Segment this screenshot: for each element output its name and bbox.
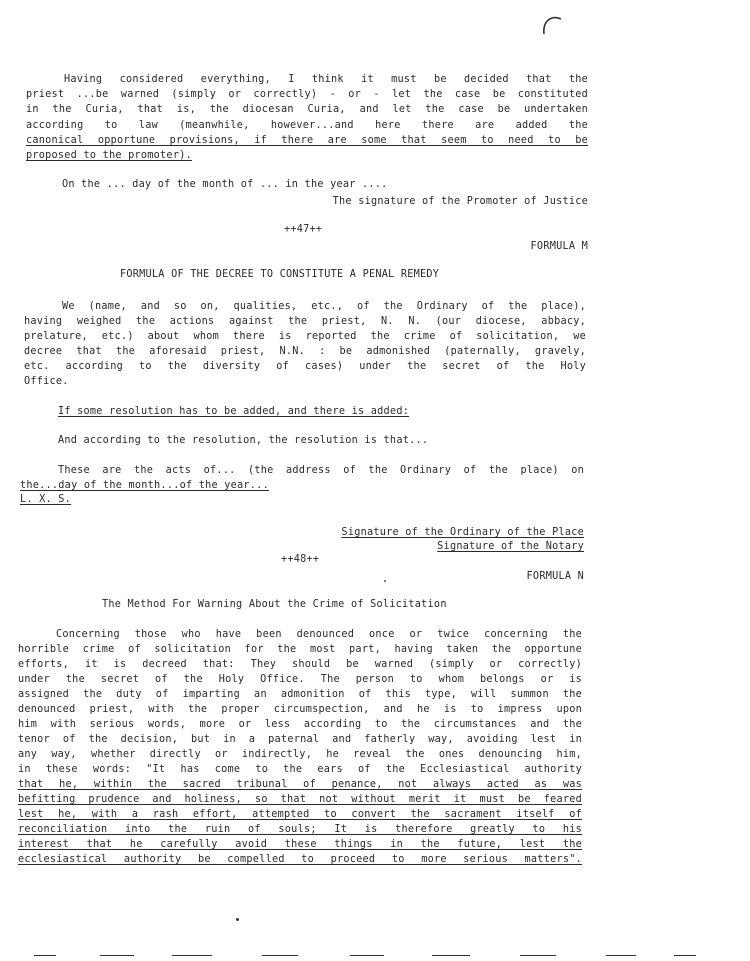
text-line: etc. according to the diversity of cases) under the secret of the Holy bbox=[24, 361, 586, 372]
text-line: efforts, it is decreed that: They should be warned (simply or correctly) bbox=[18, 659, 582, 670]
section-title: The Method For Warning About the Crime of Solicitation bbox=[102, 599, 447, 610]
scan-rule bbox=[350, 955, 384, 956]
date-line: On the ... day of the month of ... in the year .... bbox=[62, 179, 388, 190]
text-line: Having considered everything, I think it must be decided that the bbox=[64, 74, 588, 85]
text-line: We (name, and so on, qualities, etc., of the Ordinary of the place), bbox=[62, 301, 586, 312]
text-line: in these words: "It has come to the ears of the Ecclesiastical authority bbox=[18, 764, 582, 775]
text-line: decree that the aforesaid priest, N.N. : be admonished (paternally, gravely, bbox=[24, 346, 586, 357]
text-line: Concerning those who have been denounced once or twice concerning the bbox=[56, 629, 582, 640]
text-line: horrible crime of solicitation for the most part, having taken the opportune bbox=[18, 644, 582, 655]
text-line: under the secret of the Holy Office. The person to whom belongs or is bbox=[18, 674, 582, 685]
acts-line: These are the acts of... (the address of the Ordinary of the place) on bbox=[58, 465, 584, 476]
text-line: him with serious words, more or less according to the circumstances and the bbox=[18, 719, 582, 730]
scan-rule bbox=[432, 955, 470, 956]
scan-rule bbox=[262, 955, 298, 956]
seal-label: L. X. S. bbox=[20, 494, 72, 505]
text-line: ecclesiastical authority be compelled to proceed to more serious matters". bbox=[18, 854, 582, 865]
text-line: denounced priest, with the proper circumspection, and he is to impress upon bbox=[18, 704, 582, 715]
text-line: according to law (meanwhile, however...and here there are added the bbox=[26, 120, 588, 131]
text-line: prelature, etc.) about whom there is reported the crime of solicitation, we bbox=[24, 331, 586, 342]
text-line: assigned the duty of imparting an admonition of this type, will summon the bbox=[18, 689, 582, 700]
scan-rule bbox=[172, 955, 212, 956]
page-number: ++48++ bbox=[281, 554, 320, 565]
formula-label: FORMULA N bbox=[526, 571, 584, 582]
signature-ordinary: Signature of the Ordinary of the Place bbox=[341, 527, 584, 538]
scan-rule bbox=[606, 955, 636, 956]
text-line: reconciliation into the ruin of souls; It is therefore greatly to his bbox=[18, 824, 582, 835]
page-number: ++47++ bbox=[284, 224, 323, 235]
scan-rule bbox=[34, 955, 56, 956]
scan-rule bbox=[520, 955, 556, 956]
signature-promoter: The signature of the Promoter of Justice bbox=[332, 196, 588, 207]
speck-mark bbox=[236, 918, 239, 921]
text-line: lest he, with a rash effort, attempted to convert the sacrament itself of bbox=[18, 809, 582, 820]
formula-label: FORMULA M bbox=[530, 241, 588, 252]
text-line: that he, within the sacred tribunal of penance, not always acted as was bbox=[18, 779, 582, 790]
resolution-text: And according to the resolution, the resolution is that... bbox=[58, 435, 429, 446]
resolution-line: If some resolution has to be added, and there is added: bbox=[58, 406, 410, 417]
signature-notary: Signature of the Notary bbox=[437, 541, 584, 552]
text-line: proposed to the promoter). bbox=[26, 150, 192, 161]
text-line: canonical opportune provisions, if there are some that seem to need to be bbox=[26, 135, 588, 146]
scan-rule bbox=[100, 955, 134, 956]
text-line: befitting prudence and holiness, so that not without merit it must be feared bbox=[18, 794, 582, 805]
acts-line: the...day of the month...of the year... bbox=[20, 480, 269, 491]
text-line: in the Curia, that is, the diocesan Curia, and let the case be undertaken bbox=[26, 104, 588, 115]
scan-rule bbox=[674, 955, 696, 956]
corner-mark-icon bbox=[538, 14, 568, 36]
text-line: Office. bbox=[24, 376, 69, 387]
text-line: any way, whether directly or indirectly, he reveal the ones denouncing him, bbox=[18, 749, 582, 760]
section-title: FORMULA OF THE DECREE TO CONSTITUTE A PENAL REMEDY bbox=[120, 269, 440, 280]
text-line: priest ...be warned (simply or correctly) - or - let the case be constituted bbox=[26, 89, 588, 100]
text-line: interest that he carefully avoid these things in the future, lest the bbox=[18, 839, 582, 850]
text-line: having weighed the actions against the priest, N. N. (our diocese, abbacy, bbox=[24, 316, 586, 327]
text-line: tenor of the decision, but in a paternal and fatherly way, avoiding lest in bbox=[18, 734, 582, 745]
speck-mark bbox=[384, 580, 386, 582]
